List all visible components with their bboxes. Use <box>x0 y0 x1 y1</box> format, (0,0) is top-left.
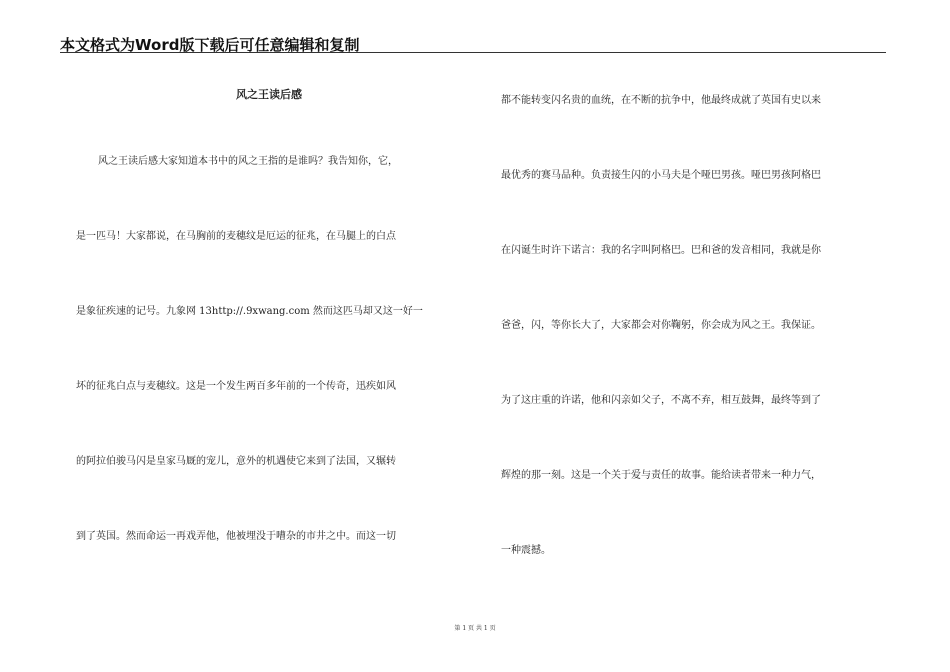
document-title: 风之王读后感 <box>236 88 302 101</box>
left-column <box>76 88 462 605</box>
body-line: 最优秀的赛马品种。负责接生闪的小马夫是个哑巴男孩。哑巴男孩阿格巴 <box>501 170 821 181</box>
body-line: 坏的征兆白点与麦穗纹。这是一个发生两百多年前的一个传奇，迅疾如风 <box>76 381 396 392</box>
body-line: 为了这庄重的许诺，他和闪亲如父子，不离不弃，相互鼓舞，最终等到了 <box>501 395 821 406</box>
body-line: 一种震撼。 <box>501 545 551 556</box>
body-line: 都不能转变闪名贵的血统，在不断的抗争中，他最终成就了英国有史以来 <box>501 95 821 106</box>
body-line: 的阿拉伯骏马闪是皇家马厩的宠儿，意外的机遇使它来到了法国，又辗转 <box>76 456 396 467</box>
page-header: 本文格式为Word版下载后可任意编辑和复制 <box>60 36 360 54</box>
page-footer: 第 1 页 共 1 页 <box>454 625 496 632</box>
body-line: 是象征疾速的记号。九象网 13http://.9xwang.com 然而这匹马却又这一好一 <box>76 306 423 317</box>
body-line: 是一匹马！大家都说，在马胸前的麦穗纹是厄运的征兆，在马腿上的白点 <box>76 231 396 242</box>
body-line: 在闪诞生时许下诺言：我的名字叫阿格巴。巴和爸的发音相同，我就是你 <box>501 245 821 256</box>
body-line: 爸爸，闪，等你长大了，大家都会对你鞠躬，你会成为风之王。我保证。 <box>501 320 821 331</box>
header-rule <box>60 52 886 53</box>
body-line: 到了英国。然而命运一再戏弄他，他被埋没于嘈杂的市井之中。而这一切 <box>76 531 396 542</box>
right-column <box>501 94 887 619</box>
body-line: 风之王读后感大家知道本书中的风之王指的是谁吗？我告知你，它， <box>98 156 398 167</box>
body-line: 辉煌的那一刻。这是一个关于爱与责任的故事。能给读者带来一种力气， <box>501 470 821 481</box>
